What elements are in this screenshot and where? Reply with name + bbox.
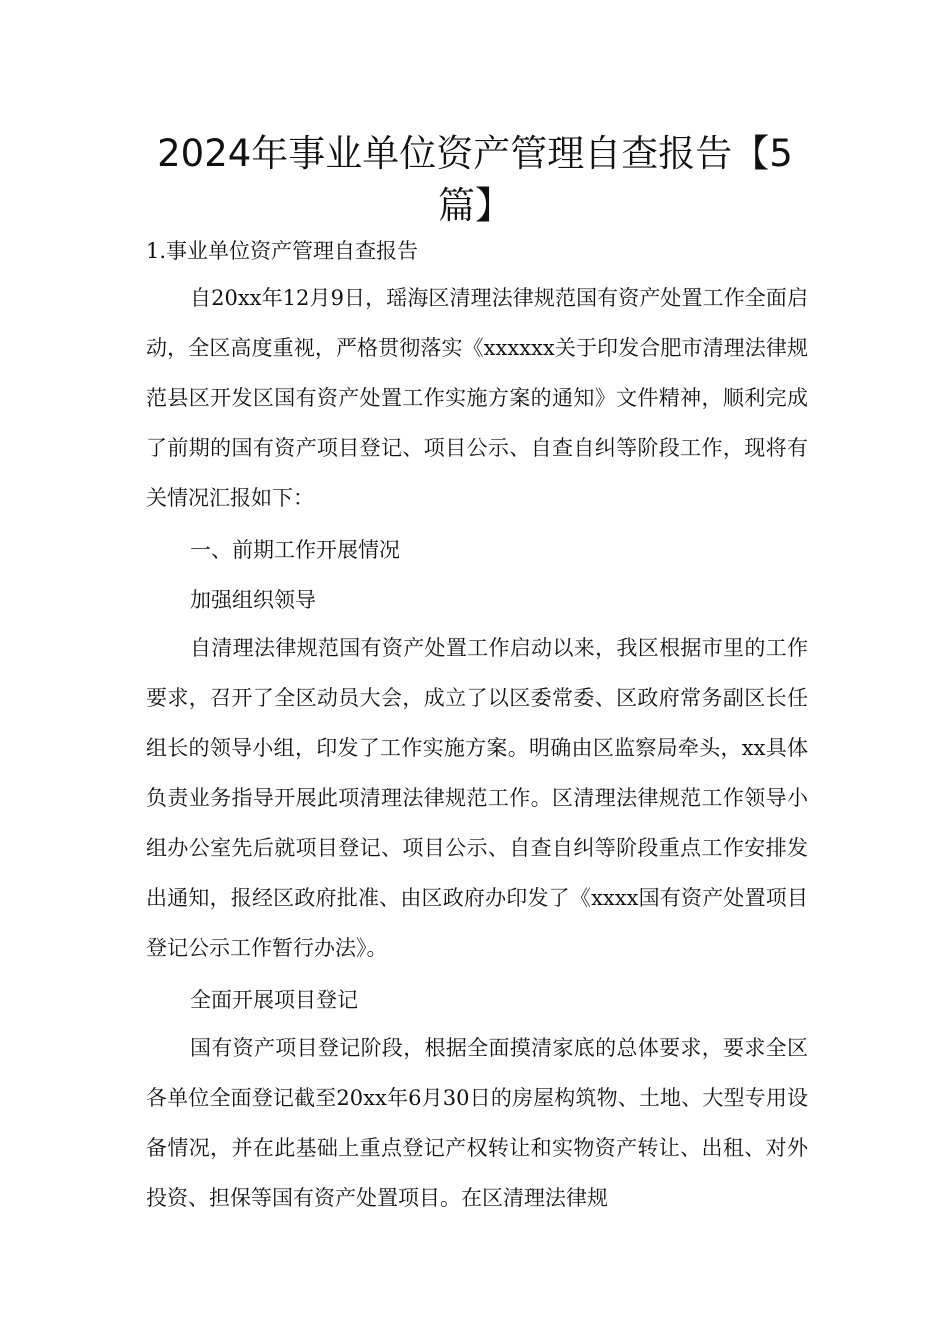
paragraph-intro: 自20xx年12月9日，瑶海区清理法律规范国有资产处置工作全面启动，全区高度重视，严格贯彻落实《xxxxxx关于印发合肥市清理法律规范县区开发区国有资产处置工作实施方案的通知》文件精神，顺利完成了前期的国有资产项目登记、项目公示、自查自纠等阶段工作，现将有关情况汇报如下： <box>146 286 808 510</box>
paragraph-registration: 国有资产项目登记阶段，根据全面摸清家底的总体要求，要求全区各单位全面登记截至20xx年6月30日的房屋构筑物、土地、大型专用设备情况，并在此基础上重点登记产权转让和实物资产转让、出租、对外投资、担保等国有资产处置项目。在区清理法律规 <box>146 1036 808 1210</box>
heading-organization: 加强组织领导 <box>190 588 316 612</box>
document-title: 2024年事业单位资产管理自查报告【5篇】 <box>157 132 793 227</box>
section-label: 1.事业单位资产管理自查报告 <box>146 239 419 263</box>
paragraph-organization: 自清理法律规范国有资产处置工作启动以来，我区根据市里的工作要求，召开了全区动员大会，成立了以区委常委、区政府常务副区长任组长的领导小组，印发了工作实施方案。明确由区监察局牵头，xx具体负责业务指导开展此项清理法律规范工作。区清理法律规范工作领导小组办公室先后就项目登记、项目公示、自查自纠等阶段重点工作安排发出通知，报经区政府批准、由区政府办印发了《xxxx国有资产处置项目登记公示工作暂行办法》。 <box>146 636 808 960</box>
heading-registration: 全面开展项目登记 <box>190 988 358 1012</box>
heading-work-progress: 一、前期工作开展情况 <box>190 538 400 562</box>
